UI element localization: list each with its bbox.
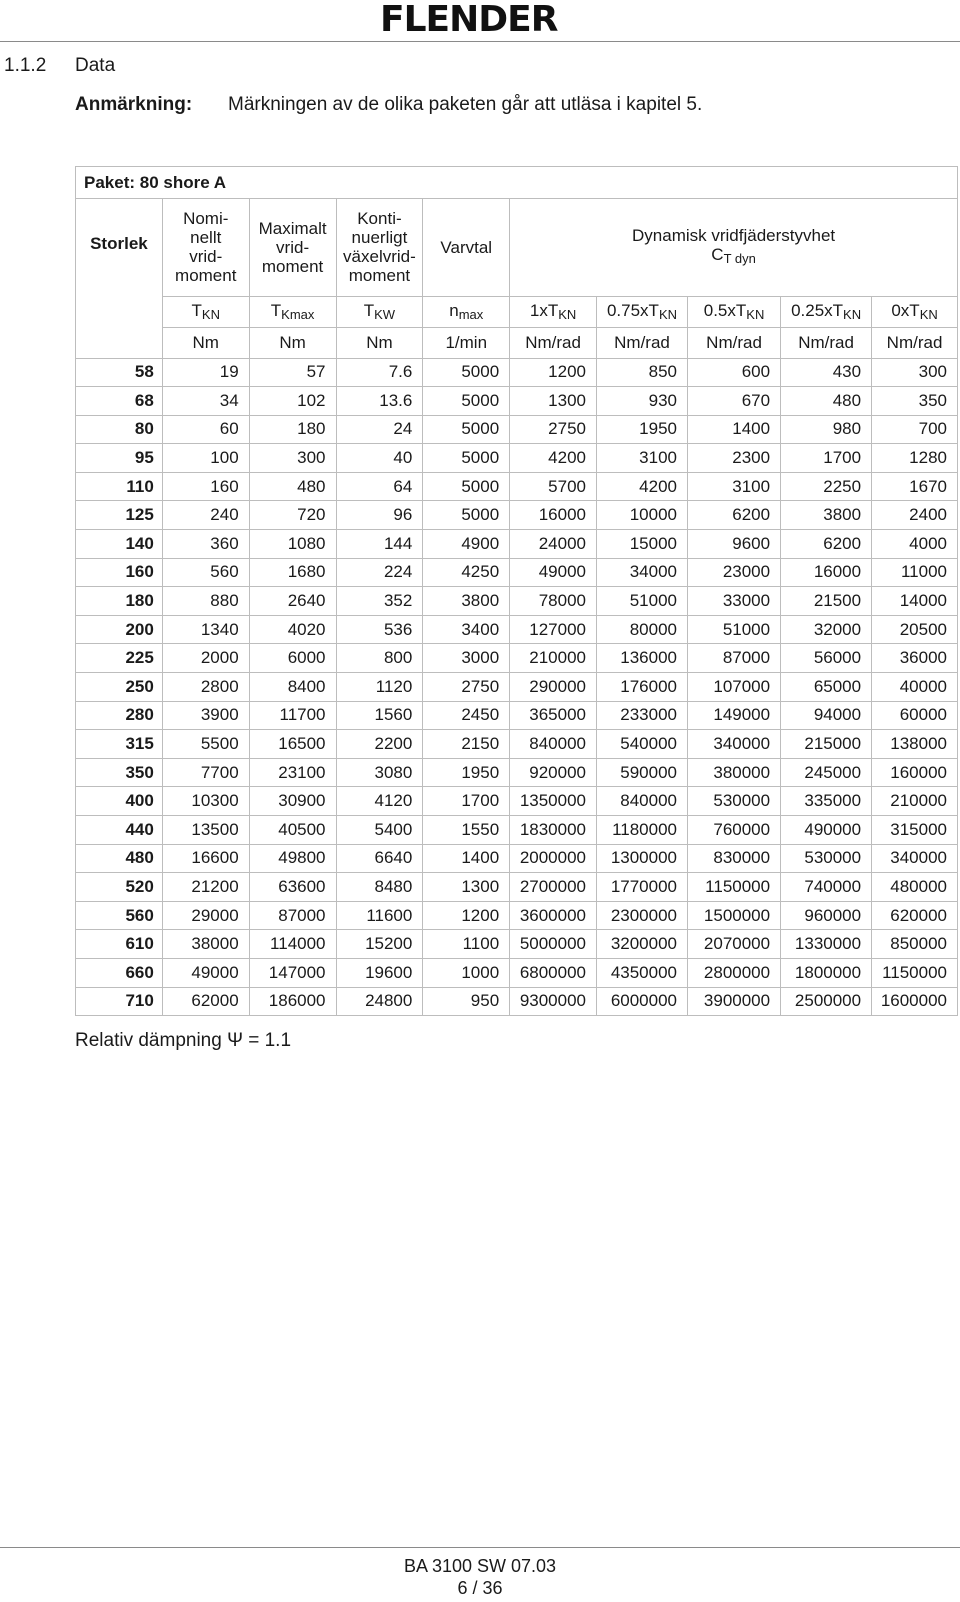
- value-cell: 850000: [872, 930, 958, 959]
- value-cell: 315000: [872, 816, 958, 845]
- value-cell: 2300: [688, 444, 781, 473]
- value-cell: 16000: [781, 558, 872, 587]
- value-cell: 536: [336, 615, 423, 644]
- flender-logo: FLENDER: [380, 0, 558, 40]
- value-cell: 147000: [249, 958, 336, 987]
- value-cell: 1500000: [688, 901, 781, 930]
- value-cell: 3800: [423, 587, 510, 616]
- value-cell: 13500: [162, 816, 249, 845]
- unit-cell: 1/min: [423, 327, 510, 358]
- value-cell: 530000: [688, 787, 781, 816]
- value-cell: 6200: [781, 530, 872, 559]
- value-cell: 2800000: [688, 958, 781, 987]
- value-cell: 1150000: [872, 958, 958, 987]
- value-cell: 5000: [423, 387, 510, 416]
- value-cell: 2250: [781, 472, 872, 501]
- section-number: 1.1.2: [4, 55, 47, 76]
- value-cell: 1800000: [781, 958, 872, 987]
- value-cell: 590000: [597, 758, 688, 787]
- value-cell: 87000: [688, 644, 781, 673]
- value-cell: 233000: [597, 701, 688, 730]
- value-cell: 32000: [781, 615, 872, 644]
- size-cell: 80: [76, 415, 163, 444]
- value-cell: 96: [336, 501, 423, 530]
- size-cell: 200: [76, 615, 163, 644]
- symbol-cell: $T_{Kmax}$: [249, 296, 336, 327]
- size-cell: 58: [76, 358, 163, 387]
- note-label: Anmärkning:: [75, 94, 193, 115]
- value-cell: 880: [162, 587, 249, 616]
- value-cell: 40500: [249, 816, 336, 845]
- table-row: [76, 558, 958, 587]
- value-cell: 224: [336, 558, 423, 587]
- size-cell: 400: [76, 787, 163, 816]
- data-table: [75, 166, 958, 1016]
- value-cell: 36000: [872, 644, 958, 673]
- value-cell: 56000: [781, 644, 872, 673]
- value-cell: 3200000: [597, 930, 688, 959]
- speed-header: Varvtal: [423, 199, 510, 297]
- value-cell: 9300000: [510, 987, 597, 1016]
- value-cell: 352: [336, 587, 423, 616]
- size-cell: 710: [76, 987, 163, 1016]
- footer-doc-id: BA 3100 SW 07.03: [403, 1556, 557, 1576]
- value-cell: 840000: [510, 730, 597, 759]
- value-cell: 4020: [249, 615, 336, 644]
- value-cell: 5700: [510, 472, 597, 501]
- section-title: Data: [75, 55, 116, 76]
- size-cell: 95: [76, 444, 163, 473]
- value-cell: 1400: [688, 415, 781, 444]
- value-cell: 3900: [162, 701, 249, 730]
- size-cell: 68: [76, 387, 163, 416]
- value-cell: 2200: [336, 730, 423, 759]
- value-cell: 62000: [162, 987, 249, 1016]
- value-cell: 5500: [162, 730, 249, 759]
- value-cell: 2150: [423, 730, 510, 759]
- value-cell: 4350000: [597, 958, 688, 987]
- value-cell: 480: [249, 472, 336, 501]
- value-cell: 40: [336, 444, 423, 473]
- value-cell: 1680: [249, 558, 336, 587]
- value-cell: 24000: [510, 530, 597, 559]
- value-cell: 10300: [162, 787, 249, 816]
- value-cell: 102: [249, 387, 336, 416]
- size-cell: 160: [76, 558, 163, 587]
- value-cell: 49000: [510, 558, 597, 587]
- value-cell: 1830000: [510, 816, 597, 845]
- value-cell: 740000: [781, 873, 872, 902]
- table-row: [76, 387, 958, 416]
- value-cell: 3600000: [510, 901, 597, 930]
- size-cell: 350: [76, 758, 163, 787]
- value-cell: 57: [249, 358, 336, 387]
- value-cell: 23000: [688, 558, 781, 587]
- value-cell: 1280: [872, 444, 958, 473]
- value-cell: 15200: [336, 930, 423, 959]
- table-row: [76, 987, 958, 1016]
- value-cell: 7.6: [336, 358, 423, 387]
- value-cell: 3100: [597, 444, 688, 473]
- table-row: [76, 787, 958, 816]
- footer-divider: [0, 1547, 960, 1548]
- value-cell: 65000: [781, 673, 872, 702]
- value-cell: 4200: [510, 444, 597, 473]
- value-cell: 2500000: [781, 987, 872, 1016]
- unit-cell: Nm: [336, 327, 423, 358]
- value-cell: 34: [162, 387, 249, 416]
- value-cell: 3800: [781, 501, 872, 530]
- value-cell: 350: [872, 387, 958, 416]
- value-cell: 3900000: [688, 987, 781, 1016]
- value-cell: 29000: [162, 901, 249, 930]
- value-cell: 107000: [688, 673, 781, 702]
- value-cell: 24800: [336, 987, 423, 1016]
- size-cell: 250: [76, 673, 163, 702]
- value-cell: 1300: [510, 387, 597, 416]
- value-cell: 245000: [781, 758, 872, 787]
- value-cell: 600: [688, 358, 781, 387]
- table-row: [76, 615, 958, 644]
- value-cell: 1600000: [872, 987, 958, 1016]
- value-cell: 5000: [423, 444, 510, 473]
- value-cell: 4200: [597, 472, 688, 501]
- value-cell: 800: [336, 644, 423, 673]
- value-cell: 6640: [336, 844, 423, 873]
- value-cell: 430: [781, 358, 872, 387]
- symbol-cell: $1xT_{KN}$: [510, 296, 597, 327]
- value-cell: 40000: [872, 673, 958, 702]
- value-cell: 340000: [872, 844, 958, 873]
- value-cell: 60: [162, 415, 249, 444]
- value-cell: 480000: [872, 873, 958, 902]
- unit-cell: Nm/rad: [688, 327, 781, 358]
- value-cell: 5000000: [510, 930, 597, 959]
- value-cell: 1400: [423, 844, 510, 873]
- value-cell: 3080: [336, 758, 423, 787]
- unit-cell: Nm/rad: [510, 327, 597, 358]
- value-cell: 87000: [249, 901, 336, 930]
- value-cell: 300: [249, 444, 336, 473]
- value-cell: 1700: [423, 787, 510, 816]
- value-cell: 78000: [510, 587, 597, 616]
- table-row: [76, 415, 958, 444]
- value-cell: 160000: [872, 758, 958, 787]
- size-cell: 225: [76, 644, 163, 673]
- value-cell: 2070000: [688, 930, 781, 959]
- value-cell: 14000: [872, 587, 958, 616]
- value-cell: 720: [249, 501, 336, 530]
- value-cell: 6000000: [597, 987, 688, 1016]
- value-cell: 64: [336, 472, 423, 501]
- value-cell: 1700: [781, 444, 872, 473]
- value-cell: 760000: [688, 816, 781, 845]
- unit-cell: Nm/rad: [597, 327, 688, 358]
- value-cell: 149000: [688, 701, 781, 730]
- value-cell: 7700: [162, 758, 249, 787]
- value-cell: 5000: [423, 358, 510, 387]
- value-cell: 80000: [597, 615, 688, 644]
- value-cell: 560: [162, 558, 249, 587]
- value-cell: 30900: [249, 787, 336, 816]
- value-cell: 38000: [162, 930, 249, 959]
- table-row: [76, 873, 958, 902]
- table-row: [76, 958, 958, 987]
- value-cell: 840000: [597, 787, 688, 816]
- unit-cell: Nm/rad: [872, 327, 958, 358]
- value-cell: 1200: [423, 901, 510, 930]
- value-cell: 33000: [688, 587, 781, 616]
- value-cell: 21500: [781, 587, 872, 616]
- value-cell: 960000: [781, 901, 872, 930]
- table-row: [76, 530, 958, 559]
- size-cell: 125: [76, 501, 163, 530]
- value-cell: 5000: [423, 415, 510, 444]
- value-cell: 980: [781, 415, 872, 444]
- value-cell: 1200: [510, 358, 597, 387]
- unit-cell: Nm/rad: [781, 327, 872, 358]
- value-cell: 1670: [872, 472, 958, 501]
- table-row: [76, 472, 958, 501]
- value-cell: 24: [336, 415, 423, 444]
- value-cell: 51000: [597, 587, 688, 616]
- value-cell: 2400: [872, 501, 958, 530]
- value-cell: 8400: [249, 673, 336, 702]
- value-cell: 300: [872, 358, 958, 387]
- value-cell: 186000: [249, 987, 336, 1016]
- value-cell: 530000: [781, 844, 872, 873]
- paket-label: Paket: 80 shore A: [76, 167, 337, 199]
- max-torque-header: Maximalt vrid- moment: [249, 199, 336, 297]
- value-cell: 13.6: [336, 387, 423, 416]
- header-divider: [0, 41, 960, 42]
- value-cell: 180: [249, 415, 336, 444]
- dynamic-stiffness-header: Dynamisk vridfjäderstyvhet $C_{T dyn}$: [510, 199, 958, 297]
- table-row: [76, 816, 958, 845]
- value-cell: 1770000: [597, 873, 688, 902]
- size-cell: 180: [76, 587, 163, 616]
- damping-note: Relativ dämpning Ψ = 1.1: [75, 1030, 292, 1051]
- symbol-cell: $0.5xT_{KN}$: [688, 296, 781, 327]
- size-cell: 440: [76, 816, 163, 845]
- value-cell: 830000: [688, 844, 781, 873]
- value-cell: 215000: [781, 730, 872, 759]
- value-cell: 1330000: [781, 930, 872, 959]
- value-cell: 19600: [336, 958, 423, 987]
- value-cell: 240: [162, 501, 249, 530]
- value-cell: 2800: [162, 673, 249, 702]
- value-cell: 16000: [510, 501, 597, 530]
- value-cell: 930: [597, 387, 688, 416]
- footer-page-number: 6 / 36: [457, 1578, 503, 1598]
- value-cell: 136000: [597, 644, 688, 673]
- size-cell: 315: [76, 730, 163, 759]
- value-cell: 16500: [249, 730, 336, 759]
- value-cell: 360: [162, 530, 249, 559]
- value-cell: 16600: [162, 844, 249, 873]
- value-cell: 1000: [423, 958, 510, 987]
- size-cell: 280: [76, 701, 163, 730]
- value-cell: 2700000: [510, 873, 597, 902]
- value-cell: 380000: [688, 758, 781, 787]
- value-cell: 2000: [162, 644, 249, 673]
- value-cell: 10000: [597, 501, 688, 530]
- value-cell: 20500: [872, 615, 958, 644]
- value-cell: 3000: [423, 644, 510, 673]
- value-cell: 1340: [162, 615, 249, 644]
- table-row: [76, 701, 958, 730]
- table-row: [76, 844, 958, 873]
- symbol-cell: $0.25xT_{KN}$: [781, 296, 872, 327]
- value-cell: 176000: [597, 673, 688, 702]
- value-cell: 5000: [423, 472, 510, 501]
- value-cell: 144: [336, 530, 423, 559]
- value-cell: 23100: [249, 758, 336, 787]
- value-cell: 1350000: [510, 787, 597, 816]
- table-row: [76, 901, 958, 930]
- value-cell: 850: [597, 358, 688, 387]
- nominal-torque-header: Nomi- nellt vrid- moment: [162, 199, 249, 297]
- note-text: Märkningen av de olika paketen går att utläsa i kapitel 5.: [228, 94, 703, 115]
- table-row: [76, 444, 958, 473]
- header-blank: [336, 167, 957, 199]
- value-cell: 11000: [872, 558, 958, 587]
- size-cell: 140: [76, 530, 163, 559]
- value-cell: 2300000: [597, 901, 688, 930]
- symbol-cell: $0xT_{KN}$: [872, 296, 958, 327]
- value-cell: 3100: [688, 472, 781, 501]
- value-cell: 1120: [336, 673, 423, 702]
- value-cell: 490000: [781, 816, 872, 845]
- symbol-cell: $T_{KN}$: [162, 296, 249, 327]
- value-cell: 160: [162, 472, 249, 501]
- table-row: [76, 358, 958, 387]
- value-cell: 2000000: [510, 844, 597, 873]
- value-cell: 2640: [249, 587, 336, 616]
- storlek-spacer: [76, 327, 163, 358]
- value-cell: 1150000: [688, 873, 781, 902]
- value-cell: 1300000: [597, 844, 688, 873]
- value-cell: 51000: [688, 615, 781, 644]
- value-cell: 1560: [336, 701, 423, 730]
- size-cell: 110: [76, 472, 163, 501]
- value-cell: 114000: [249, 930, 336, 959]
- symbol-cell: $T_{KW}$: [336, 296, 423, 327]
- value-cell: 6800000: [510, 958, 597, 987]
- value-cell: 21200: [162, 873, 249, 902]
- data-rows: [76, 358, 958, 1016]
- value-cell: 1300: [423, 873, 510, 902]
- value-cell: 335000: [781, 787, 872, 816]
- size-cell: 660: [76, 958, 163, 987]
- table-row: [76, 758, 958, 787]
- table-row: [76, 730, 958, 759]
- storlek-spacer: [76, 296, 163, 327]
- symbol-cell: $0.75xT_{KN}$: [597, 296, 688, 327]
- value-cell: 127000: [510, 615, 597, 644]
- unit-cell: Nm: [162, 327, 249, 358]
- value-cell: 700: [872, 415, 958, 444]
- value-cell: 1180000: [597, 816, 688, 845]
- value-cell: 4250: [423, 558, 510, 587]
- value-cell: 4000: [872, 530, 958, 559]
- value-cell: 138000: [872, 730, 958, 759]
- value-cell: 94000: [781, 701, 872, 730]
- value-cell: 365000: [510, 701, 597, 730]
- value-cell: 100: [162, 444, 249, 473]
- value-cell: 1950: [597, 415, 688, 444]
- continuous-torque-header: Konti- nuerligt växelvrid- moment: [336, 199, 423, 297]
- value-cell: 1080: [249, 530, 336, 559]
- value-cell: 49800: [249, 844, 336, 873]
- value-cell: 620000: [872, 901, 958, 930]
- value-cell: 950: [423, 987, 510, 1016]
- value-cell: 19: [162, 358, 249, 387]
- table-row: [76, 644, 958, 673]
- size-cell: 480: [76, 844, 163, 873]
- value-cell: 15000: [597, 530, 688, 559]
- value-cell: 2750: [510, 415, 597, 444]
- value-cell: 5400: [336, 816, 423, 845]
- value-cell: 3400: [423, 615, 510, 644]
- value-cell: 6000: [249, 644, 336, 673]
- table-row: [76, 587, 958, 616]
- value-cell: 340000: [688, 730, 781, 759]
- size-cell: 610: [76, 930, 163, 959]
- value-cell: 2750: [423, 673, 510, 702]
- value-cell: 4120: [336, 787, 423, 816]
- table-row: [76, 501, 958, 530]
- value-cell: 9600: [688, 530, 781, 559]
- value-cell: 34000: [597, 558, 688, 587]
- value-cell: 8480: [336, 873, 423, 902]
- value-cell: 11700: [249, 701, 336, 730]
- value-cell: 1950: [423, 758, 510, 787]
- size-cell: 560: [76, 901, 163, 930]
- symbol-cell: $n_{max}$: [423, 296, 510, 327]
- value-cell: 11600: [336, 901, 423, 930]
- table-row: [76, 930, 958, 959]
- value-cell: 5000: [423, 501, 510, 530]
- value-cell: 49000: [162, 958, 249, 987]
- value-cell: 670: [688, 387, 781, 416]
- unit-cell: Nm: [249, 327, 336, 358]
- size-cell: 520: [76, 873, 163, 902]
- value-cell: 920000: [510, 758, 597, 787]
- value-cell: 6200: [688, 501, 781, 530]
- value-cell: 2450: [423, 701, 510, 730]
- value-cell: 540000: [597, 730, 688, 759]
- value-cell: 63600: [249, 873, 336, 902]
- value-cell: 480: [781, 387, 872, 416]
- value-cell: 4900: [423, 530, 510, 559]
- value-cell: 1550: [423, 816, 510, 845]
- table-row: [76, 673, 958, 702]
- value-cell: 290000: [510, 673, 597, 702]
- storlek-header: Storlek: [76, 199, 163, 297]
- value-cell: 210000: [510, 644, 597, 673]
- value-cell: 1100: [423, 930, 510, 959]
- value-cell: 210000: [872, 787, 958, 816]
- value-cell: 60000: [872, 701, 958, 730]
